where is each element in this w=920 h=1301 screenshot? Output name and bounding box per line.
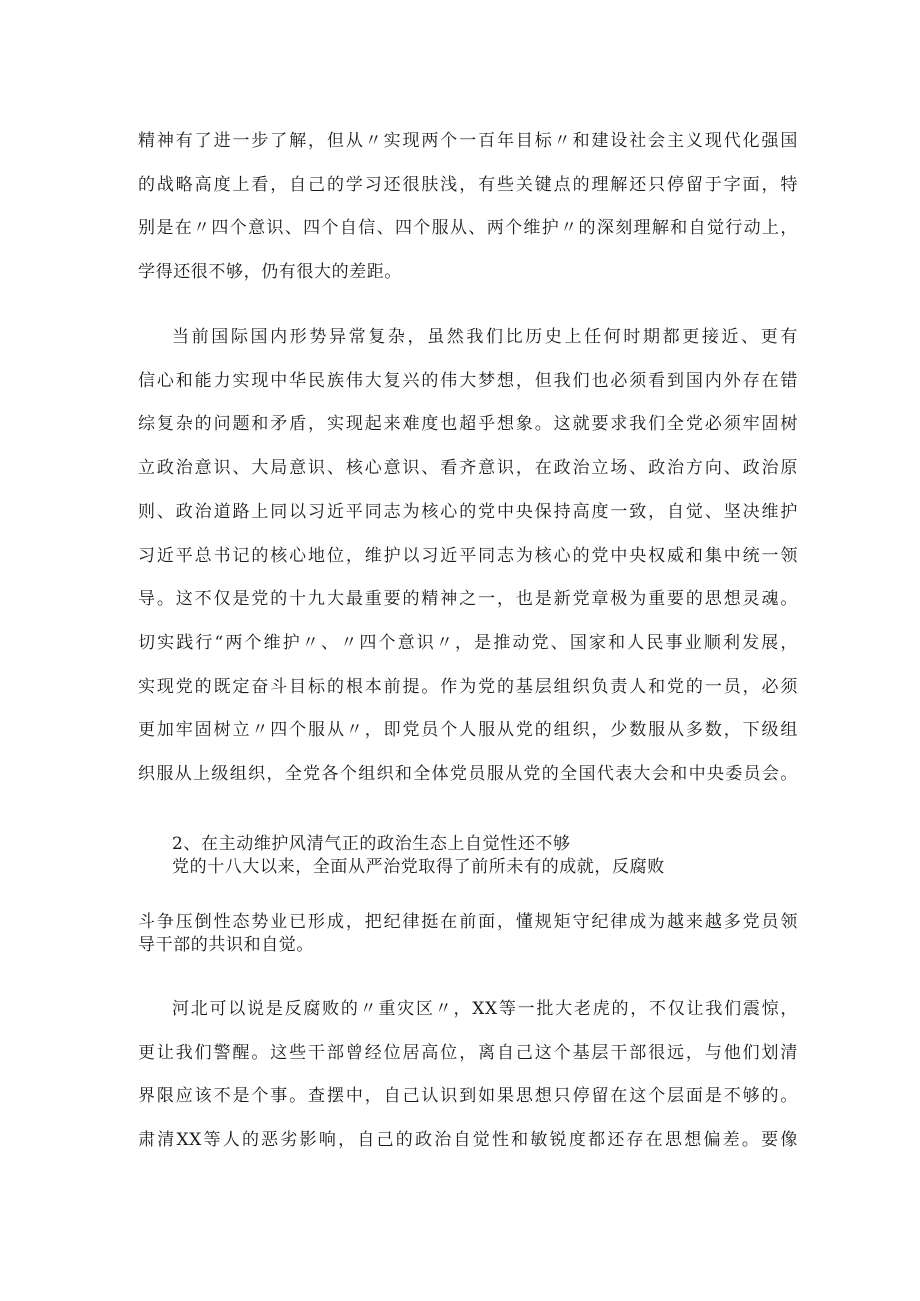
text-line: 立政治意识、大局意识、核心意识、看齐意识，在政治立场、政治方向、政治原 bbox=[138, 458, 798, 479]
paragraph-5 bbox=[138, 988, 798, 1163]
text-line: 别是在〃四个意识、四个自信、四个服从、两个维护〃的深刻理解和自觉行动上， bbox=[138, 218, 798, 239]
text-line: 的战略高度上看，自己的学习还很肤浅，有些关键点的理解还只停留于字面，特 bbox=[138, 174, 798, 195]
text-line: 导干部的共识和自觉。 bbox=[138, 934, 314, 955]
text-line: 切实践行“两个维护〃、〃四个意识〃，是推动党、国家和人民事业顺利发展， bbox=[138, 632, 798, 653]
text-line: 习近平总书记的核心地位，维护以习近平同志为核心的党中央权威和集中统一领 bbox=[138, 545, 798, 566]
text-line: 实现党的既定奋斗目标的根本前提。作为党的基层组织负责人和党的一员，必须 bbox=[138, 676, 798, 697]
text-line: 导。这不仅是党的十九大最重要的精神之一，也是新党章极为重要的思想灵魂。 bbox=[138, 589, 798, 610]
text-line: 学得还很不够，仍有很大的差距。 bbox=[138, 262, 402, 283]
text-line: 织服从上级组织，全党各个组织和全体党员服从党的全国代表大会和中央委员会。 bbox=[138, 764, 798, 785]
text-line: 河北可以说是反腐败的〃重灾区〃，XX等一批大老虎的，不仅让我们震惊， bbox=[172, 999, 798, 1019]
section-heading-block bbox=[138, 833, 798, 878]
paragraph-4 bbox=[138, 911, 798, 956]
text-line: 肃清XX等人的恶劣影响，自己的政治自觉性和敏锐度都还存在思想偏差。要像 bbox=[138, 1130, 798, 1151]
text-line: 更加牢固树立〃四个服从〃，即党员个人服从党的组织，少数服从多数，下级组 bbox=[138, 720, 798, 741]
paragraph-1 bbox=[138, 120, 798, 295]
text-line: 精神有了进一步了解，但从〃实现两个一百年目标〃和建设社会主义现代化强国 bbox=[138, 131, 798, 151]
text-line: 更让我们警醒。这些干部曾经位居高位，离自己这个基层干部很远，与他们划清 bbox=[138, 1042, 798, 1063]
paragraph-2 bbox=[138, 316, 798, 797]
text-line: 则、政治道路上同以习近平同志为核心的党中央保持高度一致，自觉、坚决维护 bbox=[138, 501, 798, 522]
text-line: 党的十八大以来，全面从严治党取得了前所未有的成就，反腐败 bbox=[172, 856, 665, 877]
text-line: 综复杂的问题和矛盾，实现起来难度也超乎想象。这就要求我们全党必须牢固树 bbox=[138, 414, 798, 435]
text-line: 信心和能力实现中华民族伟大复兴的伟大梦想，但我们也必须看到国内外存在错 bbox=[138, 370, 798, 391]
text-line: 斗争压倒性态势业已形成，把纪律挺在前面，懂规矩守纪律成为越来越多党员领 bbox=[138, 912, 798, 932]
text-line: 界限应该不是个事。查摆中，自己认识到如果思想只停留在这个层面是不够的。 bbox=[138, 1086, 798, 1107]
text-line: 当前国际国内形势异常复杂，虽然我们比历史上任何时期都更接近、更有 bbox=[172, 327, 798, 347]
section-heading: 2、在主动维护风清气正的政治生态上自觉性还不够 bbox=[172, 834, 571, 854]
